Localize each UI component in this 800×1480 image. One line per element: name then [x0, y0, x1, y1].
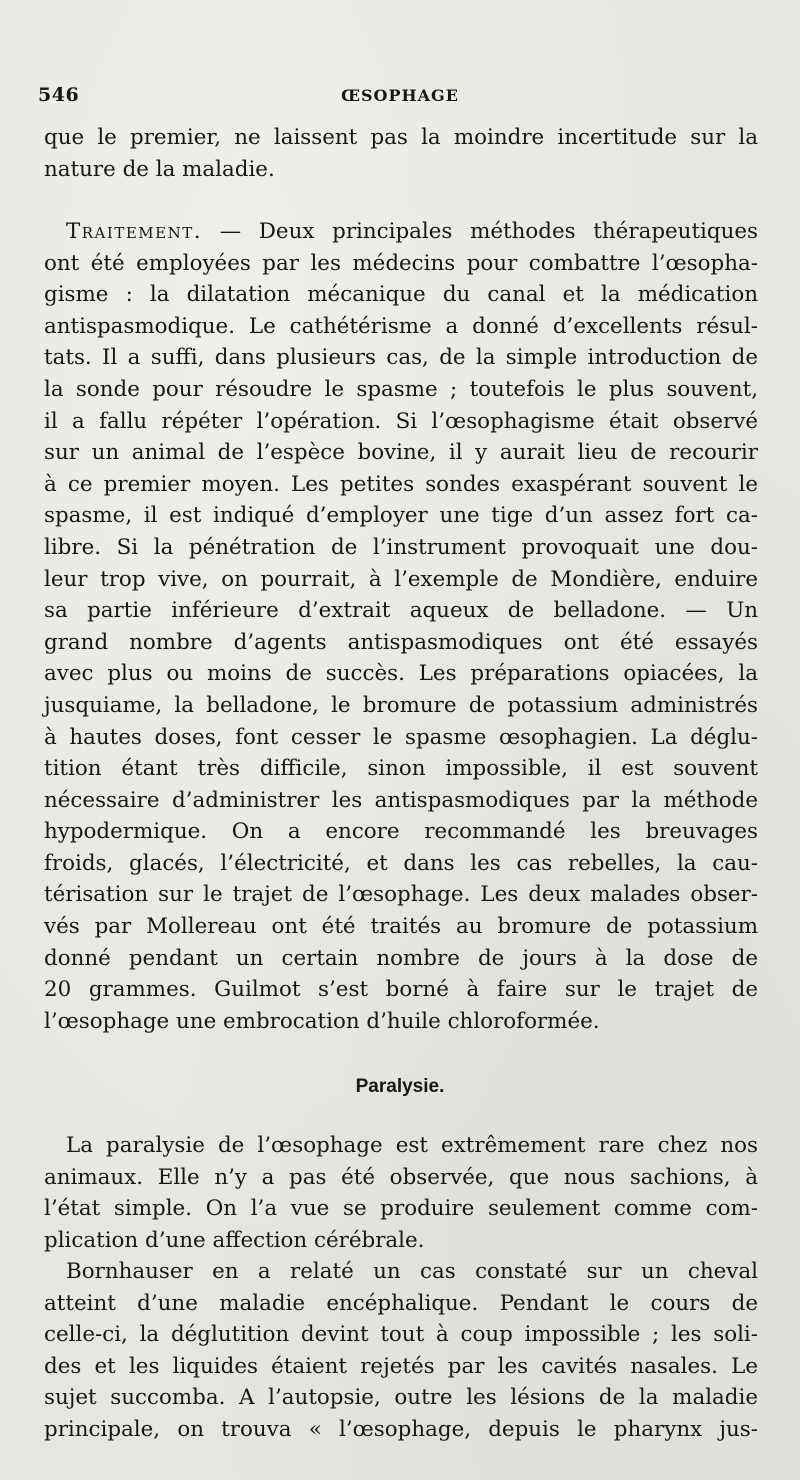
- text-line: tition étant très difficile, sinon impossible, il est souvent: [44, 756, 758, 782]
- treatment-heading: Traitement.: [66, 219, 203, 244]
- paralysie-paragraph-1: [44, 1130, 758, 1256]
- treatment-first-line: — Deux principales méthodes thérapeutiques: [202, 219, 758, 244]
- running-head: ŒSOPHAGE: [341, 86, 459, 105]
- text-line: avec plus ou moins de succès. Les préparations opiacées, la: [44, 661, 758, 687]
- text-line: la sonde pour résoudre le spasme ; toutefois le plus souvent,: [44, 376, 758, 402]
- page-header: [38, 84, 758, 110]
- text-line: l’œsophage une embrocation d’huile chloroformée.: [44, 1008, 600, 1034]
- text-line: [44, 216, 758, 248]
- text-line: ont été employées par les médecins pour combattre l’œsopha-: [44, 250, 758, 276]
- text-line: l’état simple. On l’a vue se produire seulement comme com-: [44, 1196, 758, 1222]
- text-line: vés par Mollereau ont été traités au bromure de potassium: [44, 914, 758, 940]
- text-line: La paralysie de l’œsophage est extrêmement rare chez nos: [66, 1133, 758, 1158]
- text-line: leur trop vive, on pourrait, à l’exemple de Mondière, enduire: [44, 566, 758, 592]
- continued-paragraph: [44, 122, 758, 185]
- text-line: à hautes doses, font cesser le spasme œsophagien. La déglu-: [44, 724, 758, 750]
- text-line: animaux. Elle n’y a pas été observée, que nous sachions, à: [44, 1164, 758, 1190]
- text-line: à ce premier moyen. Les petites sondes exaspérant souvent le: [44, 471, 758, 497]
- text-line: plication d’une affection cérébrale.: [44, 1227, 425, 1253]
- text-line: jusquiame, la belladone, le bromure de potassium administrés: [44, 692, 758, 718]
- treatment-paragraph: [44, 216, 758, 1037]
- section-title-paralysie: Paralysie.: [355, 1076, 445, 1097]
- text-line: tats. Il a suffi, dans plusieurs cas, de la simple introduction de: [44, 345, 758, 371]
- text-line: il a fallu répéter l’opération. Si l’œsophagisme était observé: [44, 408, 758, 434]
- text-line: celle-ci, la déglutition devint tout à coup impossible ; les soli-: [44, 1322, 758, 1348]
- text-line: 20 grammes. Guilmot s’est borné à faire sur le trajet de: [44, 977, 758, 1003]
- text-line: sujet succomba. A l’autopsie, outre les lésions de la maladie: [44, 1385, 758, 1411]
- text-line: gisme : la dilatation mécanique du canal et la médication: [44, 282, 758, 308]
- text-line: nature de la maladie.: [44, 156, 275, 182]
- text-line: sa partie inférieure d’extrait aqueux de belladone. — Un: [44, 598, 758, 624]
- page-number: 546: [38, 84, 80, 106]
- text-line: spasme, il est indiqué d’employer une tige d’un assez fort ca-: [44, 503, 758, 529]
- text-line: nécessaire d’administrer les antispasmodiques par la méthode: [44, 787, 758, 813]
- text-line: sur un animal de l’espèce bovine, il y aurait lieu de recourir: [44, 440, 758, 466]
- text-line: Bornhauser en a relaté un cas constaté sur un cheval: [66, 1259, 758, 1284]
- text-line: principale, on trouva « l’œsophage, depuis le pharynx jus-: [44, 1416, 758, 1442]
- text-line: froids, glacés, l’électricité, et dans les cas rebelles, la cau-: [44, 850, 758, 876]
- text-line: que le premier, ne laissent pas la moindre incertitude sur la: [44, 125, 758, 150]
- text-line: térisation sur le trajet de l’œsophage. Les deux malades obser-: [44, 882, 758, 908]
- text-line: hypodermique. On a encore recommandé les breuvages: [44, 819, 758, 845]
- text-line: libre. Si la pénétration de l’instrument provoquait une dou-: [44, 534, 758, 560]
- text-line: atteint d’une maladie encéphalique. Pendant le cours de: [44, 1290, 758, 1316]
- text-line: des et les liquides étaient rejetés par les cavités nasales. Le: [44, 1353, 758, 1379]
- paralysie-paragraph-2: [44, 1256, 758, 1446]
- text-line: antispasmodique. Le cathétérisme a donné d’excellents résul-: [44, 313, 758, 339]
- text-line: grand nombre d’agents antispasmodiques ont été essayés: [44, 629, 758, 655]
- text-line: donné pendant un certain nombre de jours à la dose de: [44, 945, 758, 971]
